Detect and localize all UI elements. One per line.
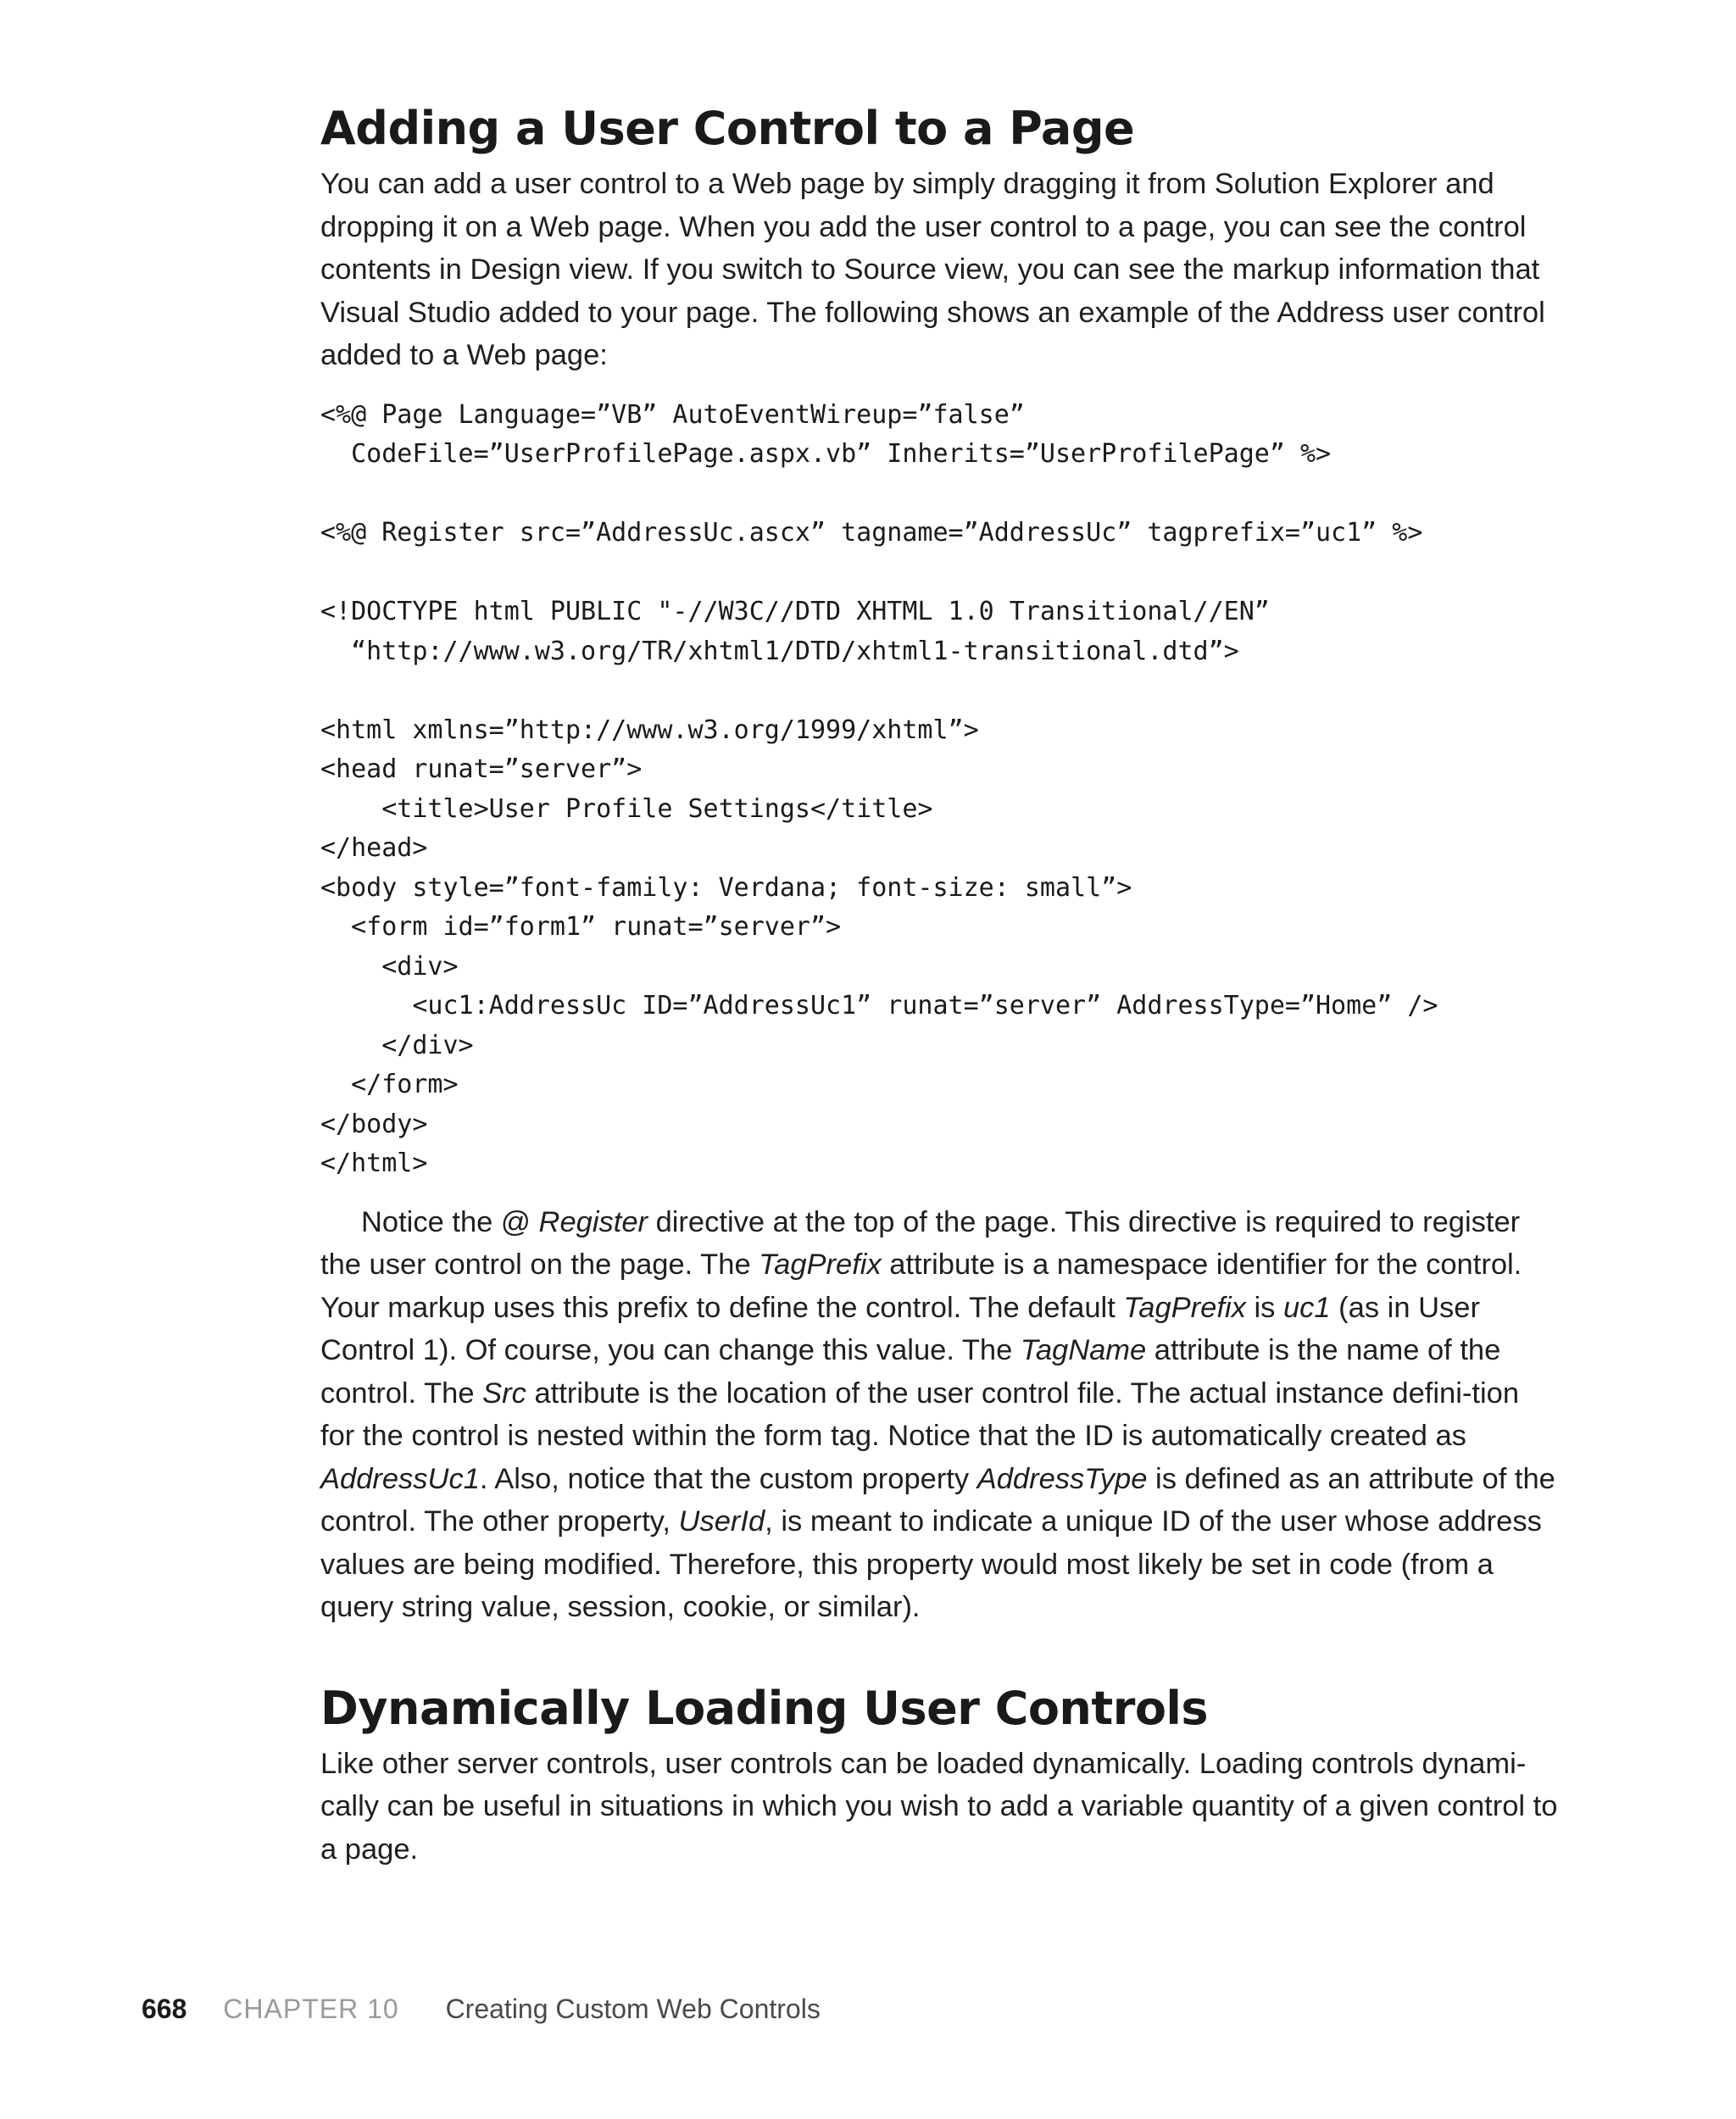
italic-term: TagName: [1020, 1334, 1147, 1366]
text-run: directive at the top of the page. This directive is required to register the user control on the page. The: [320, 1205, 1521, 1281]
text-run: , is meant to indicate a unique ID of the user whose address values are being modified. Therefore, this property would most likely be set in code (from a query string value, session, cookie, or similar).: [320, 1505, 1542, 1623]
text-run: attribute is a namespace identifier for the control. Your markup uses this prefix to define the control. The default: [320, 1249, 1522, 1324]
intro-paragraph: You can add a user control to a Web page by simply dragging it from Solution Explorer and dropping it on a Web page. When you add the user control to a page, you can see the control contents in Design view. If you switch to Source view, you can see the markup information that Visual Studio added to your page. The following shows an example of the Address user control added to a Web page:: [320, 168, 1545, 371]
italic-term: AddressUc1: [320, 1462, 480, 1495]
italic-term: Src: [482, 1377, 526, 1410]
chapter-title: Creating Custom Web Controls: [445, 1994, 821, 2024]
code-listing: <%@ Page Language=”VB” AutoEventWireup=”false” CodeFile=”UserProfilePage.aspx.vb” Inherits=”UserProfilePage” %> <%@ Register src=”AddressUc.ascx” tagname=”AddressUc” tagprefix=”uc1” %> <!DOCTYPE html PUBLIC "-//W3C//DTD XHTML 1.0 Transitional//EN” “http://www.w3.org/TR/xhtml1/DTD/xhtml1-transitional.dtd”> <html xmlns=”http://www.w3.org/1999/xhtml”> <head runat=”server”> <title>User Profile Settings</title> </head> <body style=”font-family: Verdana; font-size: small”> <form id=”form1” runat=”server”> <div> <uc1:AddressUc ID=”AddressUc1” runat=”server” AddressType=”Home” /> </div> </form> </body> </html>: [320, 399, 1438, 1178]
text-run: is defined as an attribute of the control. The other property,: [320, 1462, 1555, 1538]
section-heading-adding-user-control: Adding a User Control to a Page: [320, 102, 1135, 155]
italic-term: TagPrefix: [1123, 1291, 1246, 1324]
text-run: . Also, notice that the custom property: [479, 1462, 977, 1495]
explanation-paragraph: [320, 1201, 1558, 1629]
text-run: attribute is the location of the user control file. The actual instance defini-tion for the control is nested within the form tag. Notice that the ID is automatically created as: [320, 1377, 1520, 1452]
italic-term: UserId: [678, 1505, 765, 1538]
italic-term: TagPrefix: [759, 1249, 882, 1281]
text-run: attribute is the name of the control. The: [320, 1334, 1501, 1410]
section-heading-dynamically-loading: Dynamically Loading User Controls: [320, 1681, 1209, 1735]
italic-term: uc1: [1283, 1291, 1331, 1324]
page-content: [320, 102, 1558, 1871]
text-run: Notice the @: [361, 1205, 539, 1238]
dynamic-loading-paragraph: Like other server controls, user controls can be loaded dynamically. Loading controls dynami-cally can be useful in situations in which you wish to add a variable quantity of a given control to a page.: [320, 1747, 1558, 1866]
italic-term: Register: [538, 1205, 648, 1238]
chapter-label: CHAPTER 10: [223, 1994, 399, 2024]
section-spacer: [320, 1629, 1558, 1682]
page-number: 668: [142, 1994, 187, 2024]
italic-term: AddressType: [976, 1462, 1148, 1495]
page-footer: [142, 1992, 821, 2026]
text-run: is: [1245, 1291, 1283, 1324]
text-run: (as in User Control 1). Of course, you can change this value. The: [320, 1291, 1480, 1366]
